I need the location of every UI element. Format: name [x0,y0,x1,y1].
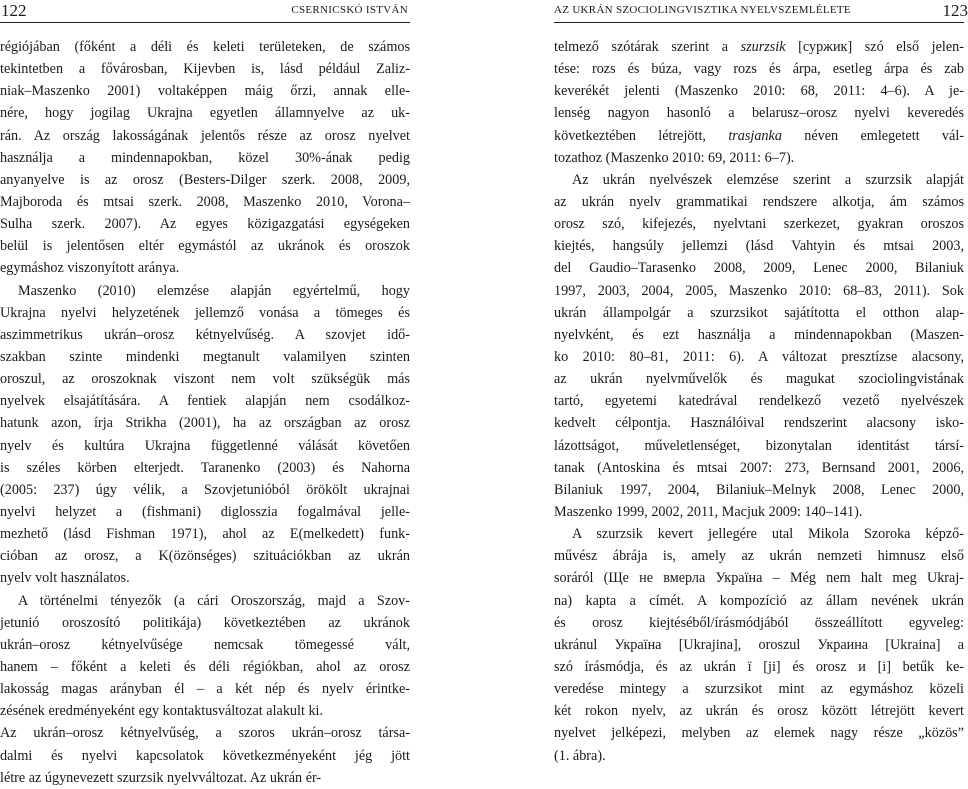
text-line: na) kapta a címét. A kompozíció az állam nevének ukrán [554,590,964,612]
text-line: A történelmi tényezők (a cári Oroszország, majd a Szov- [0,590,410,612]
text-line: Majboroda és mtsai szerk. 2008, Maszenko 2010, Vorona– [0,191,410,213]
text-line: az ukrán nyelv grammatikai rendszere alkotja, ám számos [554,191,964,213]
text-line: tartó, egyetemi katedrával rendelkező vezető nyelvészek [554,390,964,412]
page-number: 122 [1,1,27,21]
italic-term: trasjanka [728,128,782,144]
text-line: keverékét jelenti (Maszenko 2010: 68, 2011: 4–6). A je- [554,80,964,102]
text-line: és orosz kiejtéséből/írásmódjából összeállított egyveleg: [554,612,964,634]
text-line: művész ábrája is, amely az ukrán nemzeti himnusz első [554,545,964,567]
text-line: orosz szó, kifejezés, nyelvtani szerkezet, gyakran oroszos [554,213,964,235]
text-line: hanem – főként a keleti és déli régiókban, ahol az orosz [0,656,410,678]
text-line: Sulha szerk. 2007). Az egyes közigazgatási egységeken [0,213,410,235]
text-line: ukrán–orosz kétnyelvűsége nemcsak tömegessé vált, [0,634,410,656]
text-line: létre az úgynevezett szurzsik nyelvváltozat. Az ukrán ér- [0,767,410,789]
text-line: telmező szótárak szerint a szurzsik [суржик] szó első jelen- [554,36,964,58]
text-line: használja a mindennapokban, közel 30%-ának pedig [0,147,410,169]
left-page-header [0,0,410,23]
text-line: A szurzsik kevert jellegére utal Mikola Szoroka képző- [554,523,964,545]
text-line: ukránul Україна [Ukrajina], oroszul Украина [Ukraina] a [554,634,964,656]
text-line: lázottságot, műveletlenséget, bizonytalan identitást társí- [554,435,964,457]
text-line: tozathoz (Maszenko 2010: 69, 2011: 6–7). [554,147,964,169]
right-page-body [554,36,964,767]
text-line: nyelvi helyzet a (fishmani) diglosszia fogalmával jelle- [0,501,410,523]
right-page [554,0,964,706]
text-line: ko 2010: 80–81, 2011: 6). A változat presztízse alacsony, [554,346,964,368]
running-head: AZ UKRÁN SZOCIOLINGVISZTIKA NYELVSZEMLÉLETE [554,4,851,16]
text-line: egymáshoz viszonyított aránya. [0,257,410,279]
right-page-header [554,0,964,23]
text-line: is széles körben elterjedt. Taranenko (2003) és Nahorna [0,457,410,479]
text-line: Az ukrán nyelvészek elemzése szerint a szurzsik alapját [554,169,964,191]
text-line: nyelvként, és ezt használja a mindennapokban (Maszen- [554,324,964,346]
text-line: zésének eredményeként egy kontaktusváltozat alakult ki. [0,700,410,722]
text-line: rán. Az ország lakosságának jelentős része az orosz nyelvet [0,125,410,147]
text-line: kiejtés, hangsúly jellemzi (lásd Vahtyin és mtsai 2003, [554,235,964,257]
text-line: dalmi és nyelvi kapcsolatok következményeként jég jött [0,745,410,767]
text-line: szó írásmódja, és az ukrán ї [ji] és orosz и [i] betűk ke- [554,656,964,678]
text-line: ukrán állampolgár a szurzsikot sajátította el otthon alap- [554,302,964,324]
text-line: belül is jelentősen eltér egymástól az ukránok és oroszok [0,235,410,257]
text-line: cióban az orosz, a K(özönséges) szituációkban az ukrán [0,545,410,567]
text-line: (2005: 237) úgy vélik, a Szovjetunióból örökölt ukrajnai [0,479,410,501]
text-line: tanak (Antoskina és mtsai 2007: 273, Bernsand 2001, 2006, [554,457,964,479]
text-line: 1997, 2003, 2004, 2005, Maszenko 2010: 68–83, 2011). Sok [554,280,964,302]
text-line: tése: rozs és búza, vagy rozs és árpa, esetleg árpa és zab [554,58,964,80]
left-page [0,0,410,706]
text-line: jetunió oroszosító politikája) következtében az ukránok [0,612,410,634]
text-line: hatunk azon, írja Strikha (2001), ha az országban az orosz [0,412,410,434]
text-line: az ukrán nyelvművelők és magukat szociolingvistának [554,368,964,390]
text-line: nyelvet jelképezi, melyben az elemek nagy része „közös” [554,722,964,744]
running-head: CSERNICSKÓ ISTVÁN [291,4,408,16]
text-line: szakban szinte mindenki megtanult valamilyen szinten [0,346,410,368]
text-line: Bilaniuk 1997, 2004, Bilaniuk–Melnyk 2008, Lenec 2000, [554,479,964,501]
text-line: kedvelt célpontja. Használóival rendszerint alacsony isko- [554,412,964,434]
text-line: Az ukrán–orosz kétnyelvűség, a szoros ukrán–orosz társa- [0,722,410,744]
text-line: mezhető (lásd Fishman 1971), ahol az E(melkedett) funk- [0,523,410,545]
text-line: del Gaudio–Tarasenko 2008, 2009, Lenec 2000, Bilaniuk [554,257,964,279]
text-line: niak–Maszenko 2001) voltaképpen máig őrzi, annak elle- [0,80,410,102]
text-line: nére, hogy jogilag Ukrajna egyetlen államnyelve az uk- [0,102,410,124]
text-line: Ukrajna nyelvi helyzetének jellemző vonása a tömeges és [0,302,410,324]
text-line: oroszul, az oroszoknak viszont nem volt szükségük más [0,368,410,390]
text-line: nyelvek elsajátítására. A fentiek alapján nem csodálkoz- [0,390,410,412]
text-line: két rokon nyelv, az ukrán és orosz között létrejött kevert [554,700,964,722]
text-line: nyelv volt használatos. [0,567,410,589]
text-line: soráról (Ще не вмерла Україна – Még nem halt meg Ukraj- [554,567,964,589]
text-line: Maszenko (2010) elemzése alapján egyértelmű, hogy [0,280,410,302]
text-line: régiójában (főként a déli és keleti területeken, de számos [0,36,410,58]
italic-term: szurzsik [741,39,786,55]
page-number: 123 [943,1,968,21]
left-page-body [0,36,410,789]
text-line: lakosság magas arányban él – a két nép és nyelv érintke- [0,678,410,700]
text-line: veredése mintegy a szurzsikot mint az egymáshoz közeli [554,678,964,700]
text-line: anyanyelve is az orosz (Besters-Dilger szerk. 2008, 2009, [0,169,410,191]
text-line: aszimmetrikus ukrán–orosz kétnyelvűség. A szovjet idő- [0,324,410,346]
text-line: tekintetben a fővárosban, Kijevben is, lásd például Zaliz- [0,58,410,80]
text-line: lenség nagyon hasonló a belarusz–orosz nyelvi keveredés [554,102,964,124]
text-line: Maszenko 1999, 2002, 2011, Macjuk 2009: 140–141). [554,501,964,523]
text-line: nyelv és kultúra Ukrajna függetlenné válását követően [0,435,410,457]
text-line: következtében létrejött, trasjanka néven emlegetett vál- [554,125,964,147]
text-line: (1. ábra). [554,745,964,767]
